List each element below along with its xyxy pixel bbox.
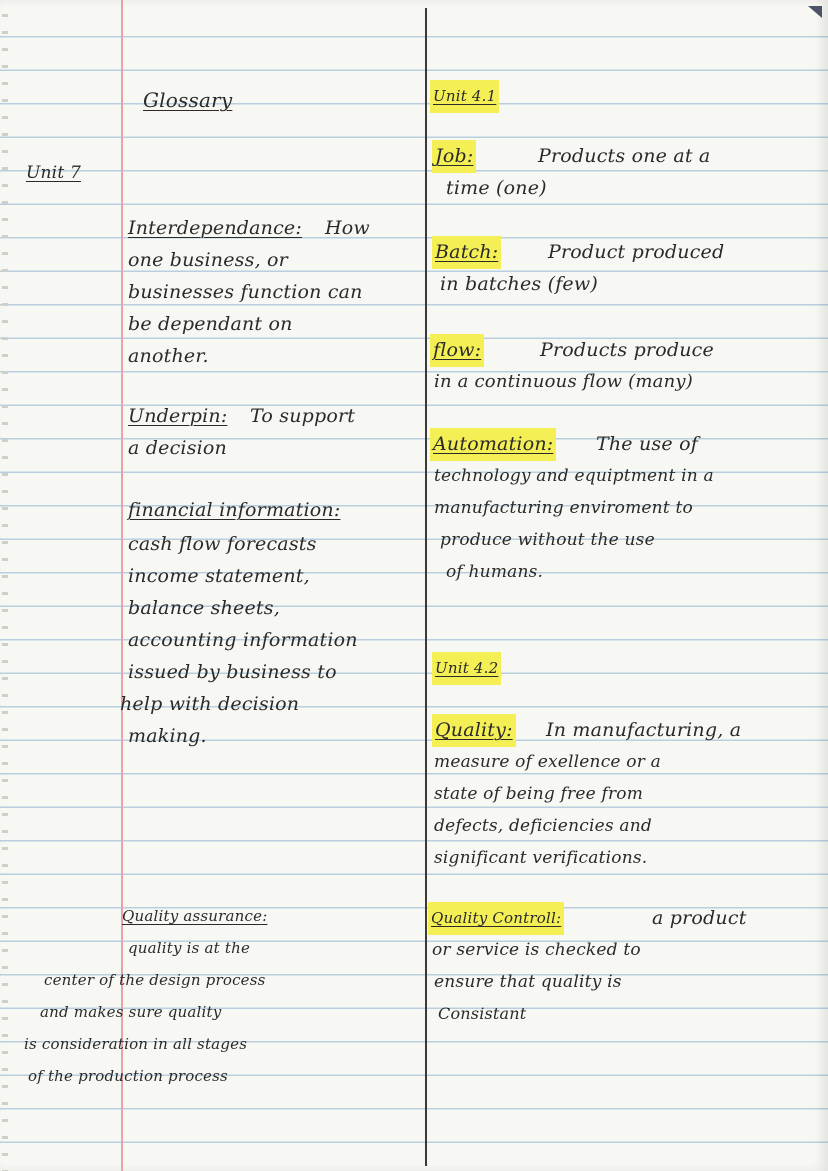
definition-line: issued by business to	[128, 661, 337, 683]
definition-line: time (one)	[446, 177, 547, 199]
definition-line: is consideration in all stages	[24, 1035, 248, 1053]
definition-line: or service is checked to	[432, 940, 641, 960]
definition-line: How	[325, 217, 370, 239]
unit-7-label: Unit 7	[26, 163, 81, 183]
definition-line: quality is at the	[128, 939, 251, 957]
term-financial-heading: financial information:	[128, 499, 341, 521]
definition-line: ensure that quality is	[434, 972, 622, 992]
unit-4-1-label: Unit 4.1	[430, 80, 499, 113]
term-flow-heading: flow:	[430, 334, 484, 367]
definition-line: In manufacturing, a	[546, 719, 742, 741]
definition-line: The use of	[596, 433, 698, 455]
glossary-title: Glossary	[143, 88, 233, 112]
definition-line: of humans.	[446, 562, 544, 582]
definition-line: be dependant on	[128, 313, 293, 335]
definition-line: cash flow forecasts	[128, 533, 317, 555]
unit-4-2-label: Unit 4.2	[432, 652, 501, 685]
definition-line: in batches (few)	[440, 273, 598, 295]
definition-line: produce without the use	[440, 530, 655, 550]
term-quality-heading: Quality:	[432, 714, 516, 747]
definition-line: significant verifications.	[434, 848, 648, 868]
definition-line: Consistant	[438, 1004, 527, 1023]
definition-line: measure of exellence or a	[434, 752, 661, 772]
definition-line: defects, deficiencies and	[434, 816, 652, 836]
term-interdependance-heading: Interdependance:	[128, 217, 302, 239]
definition-line: Products one at a	[538, 145, 711, 167]
term-automation-heading: Automation:	[430, 428, 556, 461]
column-divider	[425, 8, 427, 1166]
definition-line: a product	[652, 907, 747, 929]
definition-line: a decision	[128, 437, 227, 459]
definition-line: help with decision	[120, 693, 300, 715]
term-quality-controll-heading: Quality Controll:	[428, 902, 564, 935]
term-quality-assurance-heading: Quality assurance:	[122, 907, 268, 925]
term-job-heading: Job:	[432, 140, 476, 173]
term-underpin-heading: Underpin:	[128, 405, 228, 427]
definition-line: in a continuous flow (many)	[434, 371, 693, 392]
definition-line: businesses function can	[128, 281, 363, 303]
definition-line: accounting information	[128, 629, 358, 651]
page-edge	[2, 0, 8, 1171]
term-batch-heading: Batch:	[432, 236, 501, 269]
definition-line: Products produce	[540, 339, 714, 361]
definition-line: one business, or	[128, 249, 288, 271]
definition-line: To support	[250, 405, 356, 427]
definition-line: income statement,	[128, 565, 310, 587]
definition-line: center of the design process	[44, 971, 266, 989]
definition-line: of the production process	[28, 1067, 228, 1085]
definition-line: making.	[128, 725, 207, 747]
definition-line: Product produced	[548, 241, 725, 263]
page-corner-tab	[808, 6, 822, 18]
definition-line: balance sheets,	[128, 597, 280, 619]
definition-line: technology and equiptment in a	[434, 466, 714, 486]
definition-line: manufacturing enviroment to	[434, 498, 693, 518]
definition-line: another.	[128, 345, 209, 367]
definition-line: and makes sure quality	[40, 1003, 222, 1021]
definition-line: state of being free from	[434, 784, 644, 804]
